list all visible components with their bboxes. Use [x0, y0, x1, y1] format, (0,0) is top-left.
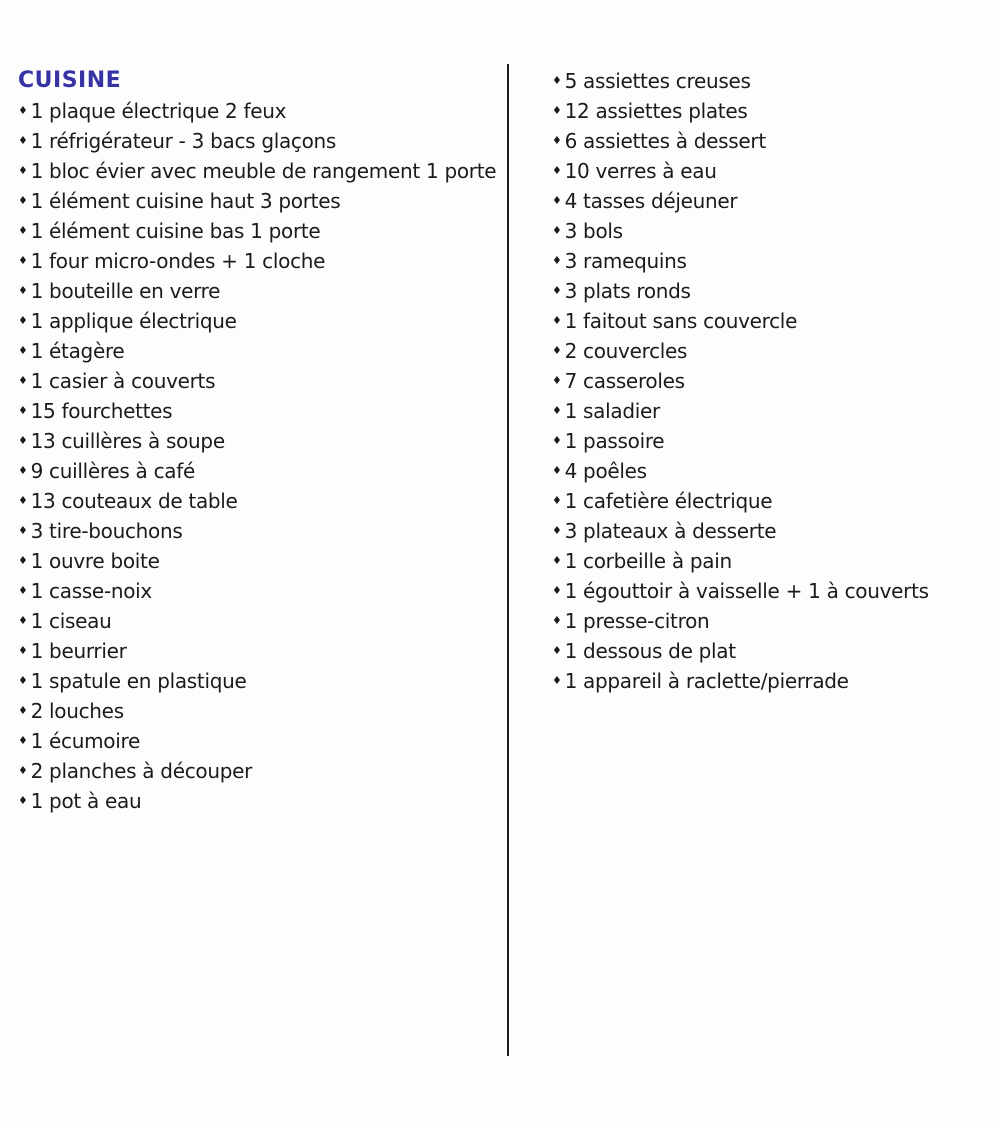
item-text: 15 fourchettes	[30, 399, 173, 423]
list-item	[18, 246, 496, 276]
item-text: 2 couvercles	[564, 339, 688, 363]
list-item	[552, 426, 982, 456]
diamond-bullet-icon: ♦	[18, 614, 28, 627]
item-text: 1 élément cuisine haut 3 portes	[30, 189, 341, 213]
list-item	[552, 546, 982, 576]
item-text: 1 ciseau	[30, 609, 112, 633]
item-text: 3 plateaux à desserte	[564, 519, 777, 543]
list-item	[552, 306, 982, 336]
diamond-bullet-icon: ♦	[552, 74, 562, 87]
diamond-bullet-icon: ♦	[552, 224, 562, 237]
list-item	[18, 606, 496, 636]
list-item	[552, 336, 982, 366]
item-text: 1 bloc évier avec meuble de rangement 1 porte	[30, 159, 497, 183]
item-text: 1 plaque électrique 2 feux	[30, 99, 287, 123]
list-item	[18, 96, 496, 126]
diamond-bullet-icon: ♦	[18, 794, 28, 807]
diamond-bullet-icon: ♦	[18, 134, 28, 147]
diamond-bullet-icon: ♦	[552, 554, 562, 567]
list-item	[18, 456, 496, 486]
diamond-bullet-icon: ♦	[18, 254, 28, 267]
diamond-bullet-icon: ♦	[552, 464, 562, 477]
diamond-bullet-icon: ♦	[18, 674, 28, 687]
diamond-bullet-icon: ♦	[552, 164, 562, 177]
diamond-bullet-icon: ♦	[552, 674, 562, 687]
diamond-bullet-icon: ♦	[18, 104, 28, 117]
item-text: 2 planches à découper	[30, 759, 253, 783]
item-text: 1 écumoire	[30, 729, 140, 753]
item-text: 1 réfrigérateur - 3 bacs glaçons	[30, 129, 337, 153]
item-text: 1 casier à couverts	[30, 369, 216, 393]
right-column	[552, 66, 982, 696]
diamond-bullet-icon: ♦	[18, 194, 28, 207]
item-text: 10 verres à eau	[564, 159, 717, 183]
diamond-bullet-icon: ♦	[552, 584, 562, 597]
item-text: 1 passoire	[564, 429, 665, 453]
list-item	[18, 516, 496, 546]
list-item	[552, 456, 982, 486]
item-text: 2 louches	[30, 699, 124, 723]
item-text: 7 casseroles	[564, 369, 685, 393]
item-text: 9 cuillères à café	[30, 459, 195, 483]
item-text: 1 ouvre boite	[30, 549, 160, 573]
item-text: 13 couteaux de table	[30, 489, 238, 513]
item-text: 3 bols	[564, 219, 623, 243]
item-text: 1 spatule en plastique	[30, 669, 247, 693]
list-item	[18, 696, 496, 726]
list-item	[18, 486, 496, 516]
item-text: 4 tasses déjeuner	[564, 189, 738, 213]
list-item	[552, 486, 982, 516]
item-text: 1 pot à eau	[30, 789, 142, 813]
list-item	[18, 366, 496, 396]
item-text: 1 faitout sans couvercle	[564, 309, 798, 333]
diamond-bullet-icon: ♦	[18, 644, 28, 657]
list-item	[552, 666, 982, 696]
list-item	[18, 726, 496, 756]
list-item	[552, 636, 982, 666]
item-text: 1 four micro-ondes + 1 cloche	[30, 249, 326, 273]
item-text: 1 beurrier	[30, 639, 127, 663]
diamond-bullet-icon: ♦	[552, 494, 562, 507]
diamond-bullet-icon: ♦	[552, 614, 562, 627]
list-item	[18, 216, 496, 246]
item-text: 1 corbeille à pain	[564, 549, 732, 573]
item-text: 1 saladier	[564, 399, 660, 423]
list-item	[18, 546, 496, 576]
diamond-bullet-icon: ♦	[18, 344, 28, 357]
diamond-bullet-icon: ♦	[552, 314, 562, 327]
item-text: 5 assiettes creuses	[564, 69, 751, 93]
item-text: 1 élément cuisine bas 1 porte	[30, 219, 321, 243]
item-text: 3 ramequins	[564, 249, 687, 273]
page-title: CUISINE	[18, 68, 122, 93]
item-text: 1 presse-citron	[564, 609, 710, 633]
list-item	[552, 396, 982, 426]
diamond-bullet-icon: ♦	[552, 374, 562, 387]
list-item	[552, 366, 982, 396]
list-item	[18, 666, 496, 696]
list-item	[18, 336, 496, 366]
item-text: 12 assiettes plates	[564, 99, 748, 123]
left-column	[18, 66, 496, 816]
diamond-bullet-icon: ♦	[18, 464, 28, 477]
diamond-bullet-icon: ♦	[18, 314, 28, 327]
list-item	[552, 66, 982, 96]
item-text: 1 appareil à raclette/pierrade	[564, 669, 849, 693]
list-item	[552, 606, 982, 636]
list-item	[18, 396, 496, 426]
diamond-bullet-icon: ♦	[18, 434, 28, 447]
item-text: 3 tire-bouchons	[30, 519, 183, 543]
list-item	[552, 516, 982, 546]
diamond-bullet-icon: ♦	[552, 284, 562, 297]
diamond-bullet-icon: ♦	[552, 434, 562, 447]
item-text: 1 égouttoir à vaisselle + 1 à couverts	[564, 579, 929, 603]
item-text: 3 plats ronds	[564, 279, 691, 303]
right-inventory-list	[552, 66, 982, 696]
diamond-bullet-icon: ♦	[18, 524, 28, 537]
list-item	[552, 186, 982, 216]
left-inventory-list	[18, 96, 496, 816]
column-divider	[507, 64, 509, 1056]
list-item	[552, 276, 982, 306]
list-item	[552, 576, 982, 606]
list-item	[18, 576, 496, 606]
list-item	[552, 96, 982, 126]
item-text: 6 assiettes à dessert	[564, 129, 766, 153]
diamond-bullet-icon: ♦	[18, 164, 28, 177]
list-item	[18, 186, 496, 216]
item-text: 1 étagère	[30, 339, 125, 363]
list-item	[18, 306, 496, 336]
item-text: 1 dessous de plat	[564, 639, 736, 663]
list-item	[552, 216, 982, 246]
diamond-bullet-icon: ♦	[552, 404, 562, 417]
list-item	[18, 786, 496, 816]
diamond-bullet-icon: ♦	[18, 404, 28, 417]
list-item	[18, 636, 496, 666]
diamond-bullet-icon: ♦	[552, 104, 562, 117]
list-item	[552, 126, 982, 156]
item-text: 4 poêles	[564, 459, 647, 483]
diamond-bullet-icon: ♦	[18, 284, 28, 297]
diamond-bullet-icon: ♦	[552, 524, 562, 537]
diamond-bullet-icon: ♦	[552, 344, 562, 357]
diamond-bullet-icon: ♦	[552, 644, 562, 657]
item-text: 1 bouteille en verre	[30, 279, 221, 303]
list-item	[552, 156, 982, 186]
list-item	[18, 126, 496, 156]
item-text: 1 casse-noix	[30, 579, 152, 603]
diamond-bullet-icon: ♦	[18, 734, 28, 747]
diamond-bullet-icon: ♦	[552, 254, 562, 267]
list-item	[18, 426, 496, 456]
diamond-bullet-icon: ♦	[18, 704, 28, 717]
diamond-bullet-icon: ♦	[18, 374, 28, 387]
diamond-bullet-icon: ♦	[552, 134, 562, 147]
diamond-bullet-icon: ♦	[18, 494, 28, 507]
list-item	[18, 276, 496, 306]
list-item	[18, 156, 496, 186]
list-item	[552, 246, 982, 276]
list-item	[18, 756, 496, 786]
diamond-bullet-icon: ♦	[18, 554, 28, 567]
diamond-bullet-icon: ♦	[18, 584, 28, 597]
item-text: 1 applique électrique	[30, 309, 237, 333]
item-text: 13 cuillères à soupe	[30, 429, 225, 453]
diamond-bullet-icon: ♦	[18, 764, 28, 777]
item-text: 1 cafetière électrique	[564, 489, 773, 513]
diamond-bullet-icon: ♦	[552, 194, 562, 207]
diamond-bullet-icon: ♦	[18, 224, 28, 237]
